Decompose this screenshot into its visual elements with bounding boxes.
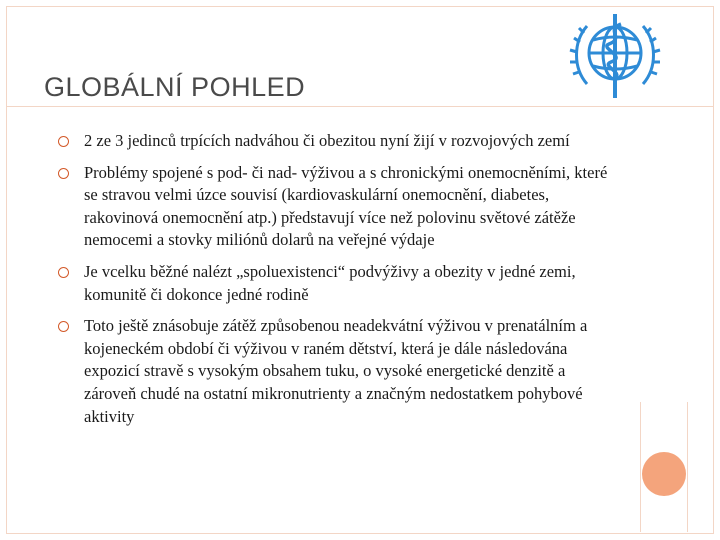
circle-bullet-icon [58,321,69,332]
bullet-item [56,315,616,428]
bullet-item [56,130,616,153]
bullet-item [56,162,616,252]
page-title: GLOBÁLNÍ POHLED [44,72,306,102]
who-emblem-icon [565,6,665,106]
bullet-text: Je vcelku běžné nalézt „spoluexistenci“ podvýživy a obezity v jedné zemi, komunitě či dokonce jedné rodině [84,261,576,304]
circle-bullet-icon [58,136,69,147]
bullet-list [56,130,616,437]
bullet-text: Toto ještě znásobuje zátěž způsobenou neadekvátní výživou v prenatálním a kojeneckém období či výživou v raném dětství, která je dále následována expozicí stravě s vysokým obsahem tuku, o vysoké energetické denzitě a zároveň chudé na ostatní mikronutrienty a značným nedostatkem pohybové aktivity [84,316,588,426]
decorative-circle [642,452,686,496]
bullet-text: 2 ze 3 jedinců trpících nadváhou či obezitou nyní žijí v rozvojových zemí [84,131,570,150]
header-divider [6,106,714,107]
bullet-item [56,261,616,306]
circle-bullet-icon [58,267,69,278]
circle-bullet-icon [58,168,69,179]
bullet-text: Problémy spojené s pod- či nad- výživou a s chronickými onemocněními, které se stravou velmi úzce souvisí (kardiovaskulární onemocnění, diabetes, rakovinová onemocnění atp.) představují více než polovinu světové zátěže nemocemi a stovky miliónů dolarů na veřejné výdaje [84,162,608,250]
